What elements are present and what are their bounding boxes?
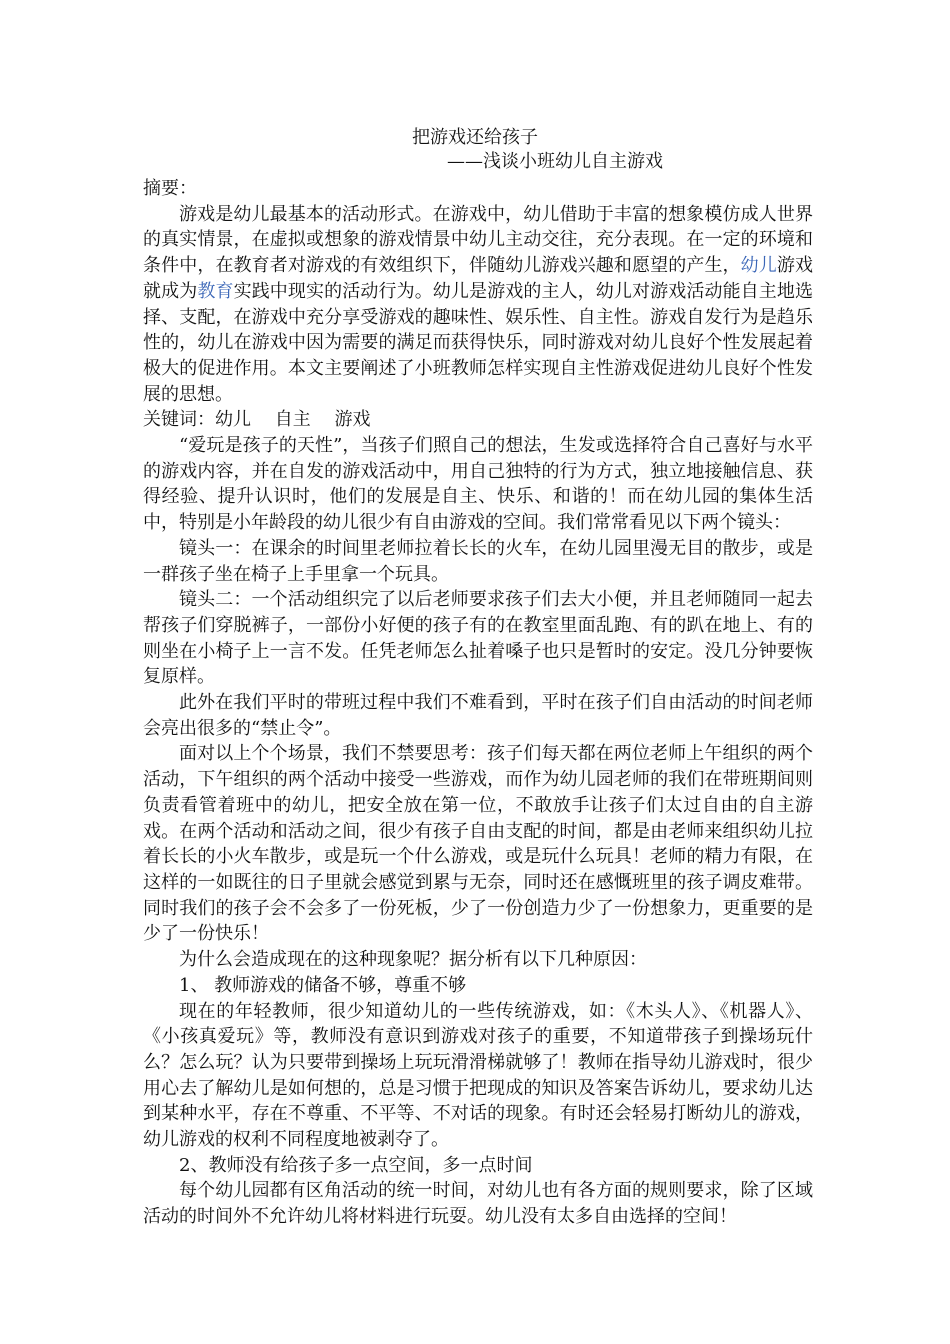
abstract-label: 摘要： (143, 178, 197, 199)
abstract-text-1: 游戏是幼儿最基本的活动形式。在游戏中，幼儿借助于丰富的想象模仿成人世界的真实情景，在虚拟或想象的游戏情景中幼儿主动交往，充分表现。在一定的环境和条件中，在教育者对游戏的有效组织下，伴随幼儿游戏兴趣和愿望的产生， (143, 203, 813, 277)
document-subtitle: ——浅谈小班幼儿自主游戏 (447, 151, 663, 172)
abstract-paragraph (143, 202, 813, 408)
document-title: 把游戏还给孩子 (412, 127, 538, 148)
link-jiaoyu[interactable]: 教育 (197, 280, 234, 302)
section-heading-1: 1、 教师游戏的储备不够，尊重不够 (179, 974, 467, 996)
body-paragraph: 每个幼儿园都有区角活动的统一时间，对幼儿也有各方面的规则要求，除了区域活动的时间外不允许幼儿将材料进行玩耍。幼儿没有太多自由选择的空间！ (143, 1180, 813, 1228)
abstract-text-3: 实践中现实的活动行为。幼儿是游戏的主人，幼儿对游戏活动能自主地选择、支配，在游戏中充分享受游戏的趣味性、娱乐性、自主性。游戏自发行为是趋乐性的，幼儿在游戏中因为需要的满足而获得快乐，同时游戏对幼儿良好个性发展起着极大的促进作用。本文主要阐述了小班教师怎样实现自主性游戏促进幼儿良好个性发展的思想。 (143, 280, 814, 405)
body-paragraph: 为什么会造成现在的这种现象呢？据分析有以下几种原因： (179, 949, 647, 971)
body-paragraph: 现在的年轻教师，很少知道幼儿的一些传统游戏，如：《木头人》、《机器人》、《小孩真爱玩》等，教师没有意识到游戏对孩子的重要，不知道带孩子到操场玩什么？怎么玩？认为只要带到操场上玩玩滑滑梯就够了！教师在指导幼儿游戏时，很少用心去了解幼儿是如何想的，总是习惯于把现成的知识及答案告诉幼儿，要求幼儿达到某种水平，存在不尊重、不平等、不对话的现象。有时还会轻易打断幼儿的游戏，幼儿游戏的权利不同程度地被剥夺了。 (143, 1000, 813, 1151)
abstract-text-2: 游戏就成为 (143, 255, 814, 302)
keywords-line: 关键词：幼儿 自主 游戏 (143, 409, 371, 431)
body-paragraph: 面对以上个个场景，我们不禁要思考：孩子们每天都在两位老师上午组织的两个活动，下午组织的两个活动中接受一些游戏，而作为幼儿园老师的我们在带班期间则负责看管着班中的幼儿，把安全放在第一位，不敢放手让孩子们太过自由的自主游戏。在两个活动和活动之间，很少有孩子自由支配的时间，都是由老师来组织幼儿拉着长长的小火车散步，或是玩一个什么游戏，或是玩什么玩具！老师的精力有限，在这样的一如既往的日子里就会感觉到累与无奈，同时还在感慨班里的孩子调皮难带。同时我们的孩子会不会多了一份死板，少了一份创造力少了一份想象力，更重要的是少了一份快乐！ (143, 743, 813, 945)
body-paragraph: 镜头二：一个活动组织完了以后老师要求孩子们去大小便，并且老师随同一起去帮孩子们穿脱裤子，一部份小好便的孩子有的在教室里面乱跑、有的趴在地上、有的则坐在小椅子上一言不发。任凭老师怎么扯着嗓子也只是暂时的安定。没几分钟要恢复原样。 (143, 589, 813, 688)
body-paragraph: “爱玩是孩子的天性”，当孩子们照自己的想法，生发或选择符合自己喜好与水平的游戏内容，并在自发的游戏活动中，用自己独特的行为方式，独立地接触信息、获得经验、提升认识时，他们的发展是自主、快乐、和谐的！而在幼儿园的集体生活中，特别是小年龄段的幼儿很少有自由游戏的空间。我们常常看见以下两个镜头： (143, 435, 813, 534)
body-paragraph: 此外在我们平时的带班过程中我们不难看到，平时在孩子们自由活动的时间老师会亮出很多的“禁止令”。 (143, 692, 813, 739)
section-heading-2: 2、教师没有给孩子多一点空间，多一点时间 (179, 1154, 533, 1176)
link-youer[interactable]: 幼儿 (740, 255, 777, 277)
body-paragraph: 镜头一：在课余的时间里老师拉着长长的火车，在幼儿园里漫无目的散步，或是一群孩子坐在椅子上手里拿一个玩具。 (143, 537, 813, 585)
document-body (143, 176, 813, 1230)
